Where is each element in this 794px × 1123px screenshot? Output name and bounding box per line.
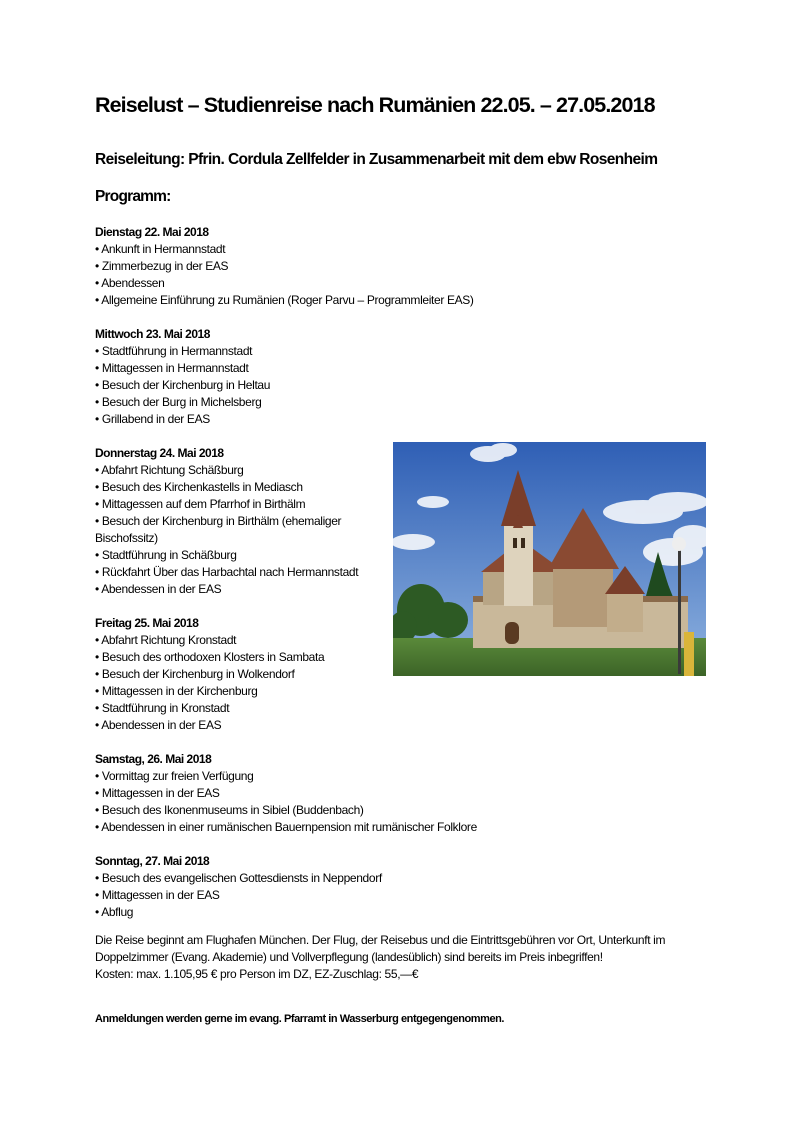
- activity-item: [95, 581, 375, 598]
- activity-text: Abflug: [101, 905, 134, 919]
- activity-item: [95, 700, 735, 717]
- program-heading: Programm:: [95, 188, 171, 205]
- activity-text: Mittagessen in der Kirchenburg: [101, 684, 258, 698]
- costs-text: Kosten: max. 1.105,95 € pro Person im DZ, EZ-Zuschlag: 55,—€: [95, 967, 419, 981]
- activity-text: Besuch des Ikonenmuseums in Sibiel (Buddenbach): [101, 803, 364, 817]
- day-title: Donnerstag 24. Mai 2018: [95, 446, 224, 460]
- page-title: Reiselust – Studienreise nach Rumänien 22.05. – 27.05.2018: [95, 93, 655, 117]
- bullet-icon: •: [95, 633, 99, 647]
- activity-item: [95, 496, 375, 513]
- activity-text: Besuch der Kirchenburg in Wolkendorf: [101, 667, 295, 681]
- activity-text: Besuch der Burg in Michelsberg: [101, 395, 262, 409]
- activity-item: [95, 377, 735, 394]
- activity-item: [95, 717, 735, 734]
- activity-item: [95, 343, 735, 360]
- activity-item: [95, 462, 375, 479]
- activity-text: Mittagessen in der EAS: [101, 888, 220, 902]
- activity-item: [95, 258, 735, 275]
- bullet-icon: •: [95, 463, 99, 477]
- bullet-icon: •: [95, 820, 99, 834]
- bullet-icon: •: [95, 480, 99, 494]
- trip-leader-line: Reiseleitung: Pfrin. Cordula Zellfelder in Zusammenarbeit mit dem ebw Rosenheim: [95, 151, 658, 168]
- bullet-icon: •: [95, 701, 99, 715]
- day-activity-list: [95, 343, 735, 428]
- activity-item: [95, 870, 735, 887]
- defence-tower: [553, 567, 613, 627]
- program-day: [95, 751, 735, 836]
- bullet-icon: •: [95, 497, 99, 511]
- activity-text: Zimmerbezug in der EAS: [101, 259, 229, 273]
- registration-note: Anmeldungen werden gerne im evang. Pfarramt in Wasserburg entgegengenommen.: [95, 1013, 504, 1025]
- bullet-icon: •: [95, 395, 99, 409]
- bullet-icon: •: [95, 565, 99, 579]
- activity-text: Vormittag zur freien Verfügung: [101, 769, 254, 783]
- activity-item: [95, 292, 735, 309]
- day-title: Freitag 25. Mai 2018: [95, 616, 199, 630]
- activity-item: [95, 360, 735, 377]
- day-title: Mittwoch 23. Mai 2018: [95, 327, 210, 341]
- activity-text: Ankunft in Hermannstadt: [101, 242, 226, 256]
- bullet-icon: •: [95, 412, 99, 426]
- activity-item: [95, 564, 375, 581]
- street-lamp: [672, 537, 686, 551]
- bullet-icon: •: [95, 769, 99, 783]
- bullet-icon: •: [95, 548, 99, 562]
- bullet-icon: •: [95, 718, 99, 732]
- activity-item: [95, 479, 375, 496]
- activity-text: Besuch des orthodoxen Klosters in Sambata: [101, 650, 325, 664]
- day-title: Sonntag, 27. Mai 2018: [95, 854, 210, 868]
- bullet-icon: •: [95, 344, 99, 358]
- activity-item: [95, 887, 735, 904]
- activity-text: Abfahrt Richtung Kronstadt: [101, 633, 237, 647]
- bullet-icon: •: [95, 582, 99, 596]
- bullet-icon: •: [95, 276, 99, 290]
- activity-item: [95, 683, 735, 700]
- activity-text: Abfahrt Richtung Schäßburg: [101, 463, 244, 477]
- activity-text: Stadtführung in Schäßburg: [101, 548, 237, 562]
- activity-item: [95, 275, 735, 292]
- bullet-icon: •: [95, 514, 99, 528]
- activity-text: Besuch des Kirchenkastells in Mediasch: [101, 480, 303, 494]
- activity-text: Rückfahrt Über das Harbachtal nach Hermannstadt: [101, 565, 359, 579]
- bullet-icon: •: [95, 667, 99, 681]
- activity-text: Mittagessen auf dem Pfarrhof in Birthälm: [101, 497, 306, 511]
- day-title: Samstag, 26. Mai 2018: [95, 752, 212, 766]
- activity-text: Mittagessen in Hermannstadt: [101, 361, 249, 375]
- activity-text: Stadtführung in Hermannstadt: [101, 344, 253, 358]
- fortified-church-photo: [393, 442, 706, 676]
- lamp-post: [678, 546, 681, 674]
- activity-item: [95, 802, 735, 819]
- activity-item: [95, 411, 735, 428]
- activity-item: [95, 904, 735, 921]
- activity-item: [95, 513, 375, 547]
- activity-item: [95, 785, 735, 802]
- activity-text: Abendessen in einer rumänischen Bauernpension mit rumänischer Folklore: [101, 820, 477, 834]
- bullet-icon: •: [95, 293, 99, 307]
- day-activity-list: [95, 768, 735, 836]
- gate: [505, 622, 519, 644]
- bullet-icon: •: [95, 378, 99, 392]
- program-day: [95, 853, 735, 921]
- activity-text: Besuch der Kirchenburg in Heltau: [101, 378, 271, 392]
- bullet-icon: •: [95, 242, 99, 256]
- activity-text: Besuch der Kirchenburg in Birthälm (ehemaliger Bischofssitz): [95, 514, 342, 545]
- bullet-icon: •: [95, 684, 99, 698]
- activity-text: Mittagessen in der EAS: [101, 786, 220, 800]
- bullet-icon: •: [95, 650, 99, 664]
- activity-text: Abendessen in der EAS: [101, 718, 222, 732]
- church-photo-illustration: [393, 442, 706, 676]
- activity-text: Allgemeine Einführung zu Rumänien (Roger Parvu – Programmleiter EAS): [101, 293, 474, 307]
- activity-text: Besuch des evangelischen Gottesdiensts in Neppendorf: [101, 871, 382, 885]
- trip-information: [95, 932, 715, 983]
- bullet-icon: •: [95, 786, 99, 800]
- activity-text: Abendessen: [101, 276, 165, 290]
- bullet-icon: •: [95, 803, 99, 817]
- included-services-text: Die Reise beginnt am Flughafen München. Der Flug, der Reisebus und die Eintrittsgebühren vor Ort, Unterkunft im Doppelzimmer (Evang. Akademie) und Vollverpflegung (landesüblich) sind bereits im Preis inbegriffen!: [95, 933, 666, 964]
- bullet-icon: •: [95, 888, 99, 902]
- activity-text: Stadtführung in Kronstadt: [101, 701, 230, 715]
- activity-item: [95, 241, 735, 258]
- activity-item: [95, 768, 735, 785]
- day-activity-list: [95, 870, 735, 921]
- day-activity-list: [95, 241, 735, 309]
- bullet-icon: •: [95, 871, 99, 885]
- bell-tower: [504, 524, 533, 606]
- bullet-icon: •: [95, 259, 99, 273]
- bullet-icon: •: [95, 905, 99, 919]
- program-day: [95, 224, 735, 309]
- program-day: [95, 326, 735, 428]
- activity-text: Abendessen in der EAS: [101, 582, 222, 596]
- bullet-icon: •: [95, 361, 99, 375]
- activity-text: Grillabend in der EAS: [101, 412, 210, 426]
- activity-item: [95, 819, 735, 836]
- activity-item: [95, 547, 375, 564]
- day-title: Dienstag 22. Mai 2018: [95, 225, 209, 239]
- activity-item: [95, 394, 735, 411]
